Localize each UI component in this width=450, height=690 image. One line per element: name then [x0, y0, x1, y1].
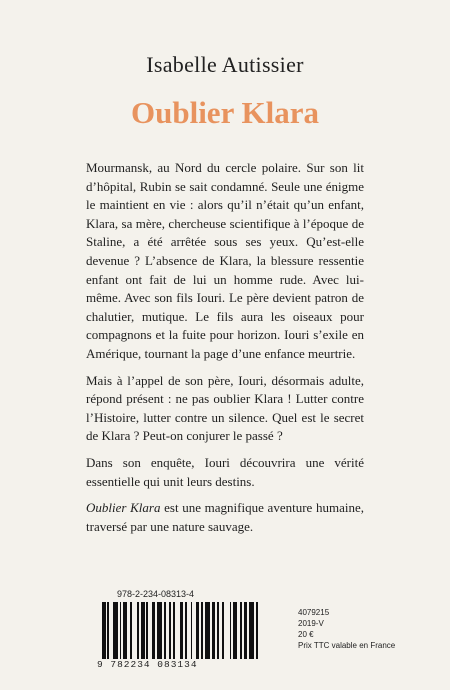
barcode — [102, 602, 262, 662]
product-code: 4079215 — [298, 608, 330, 617]
blurb-title-italic: Oublier Klara — [86, 500, 161, 516]
isbn-number: 978-2-234-08313-4 — [117, 589, 195, 599]
blurb-paragraph-1: Mourmansk, au Nord du cercle polaire. Sur son lit d’hôpital, Rubin se sait condamné. Seule une énigme le maintient en vie : alors qu’il n’était qu’un enfant, Klara, sa mère, chercheuse scientifique à l’époque de Staline, a été arrêtée sous ses yeux. Qu’est-elle devenue ? L’absence de Klara, la blessure ressentie enfant ont fait de lui un homme rude. Avec lui-même. Avec son fils Iouri. Le père devient patron de chalutier, mutique. Le fils aura les oiseaux pour compagnons et la fuite pour horizon. Iouri s’exile en Amérique, tournant la page d’une enfance meurtrie. — [86, 160, 364, 361]
price-note: Prix TTC valable en France — [298, 641, 396, 650]
blurb-paragraph-2: Mais à l’appel de son père, Iouri, désormais adulte, répond présent : ne pas oublier Klara ! Lutter contre l’Histoire, lutter contre un silence. Quel est le secret de Klara ? Peut-on conjurer le passé ? — [86, 372, 364, 444]
blurb-paragraph-3: Dans son enquête, Iouri découvrira une vérité essentielle qui unit leurs destins. — [86, 454, 364, 489]
barcode-stripe — [258, 602, 262, 662]
blurb-paragraph-4-text: est une magnifique aventure humaine, traversé par une nature sauvage. — [86, 500, 364, 534]
price: 20 € — [298, 630, 314, 639]
barcode-block — [87, 589, 287, 689]
blurb-paragraph-4 — [86, 499, 364, 536]
ean-number: 9 782234 083134 — [97, 659, 267, 670]
blurb — [86, 159, 364, 544]
book-title: Oublier Klara — [130, 95, 319, 130]
price-info — [298, 607, 395, 651]
edition-code: 2019-V — [298, 619, 324, 628]
author-name: Isabelle Autissier — [146, 52, 304, 77]
